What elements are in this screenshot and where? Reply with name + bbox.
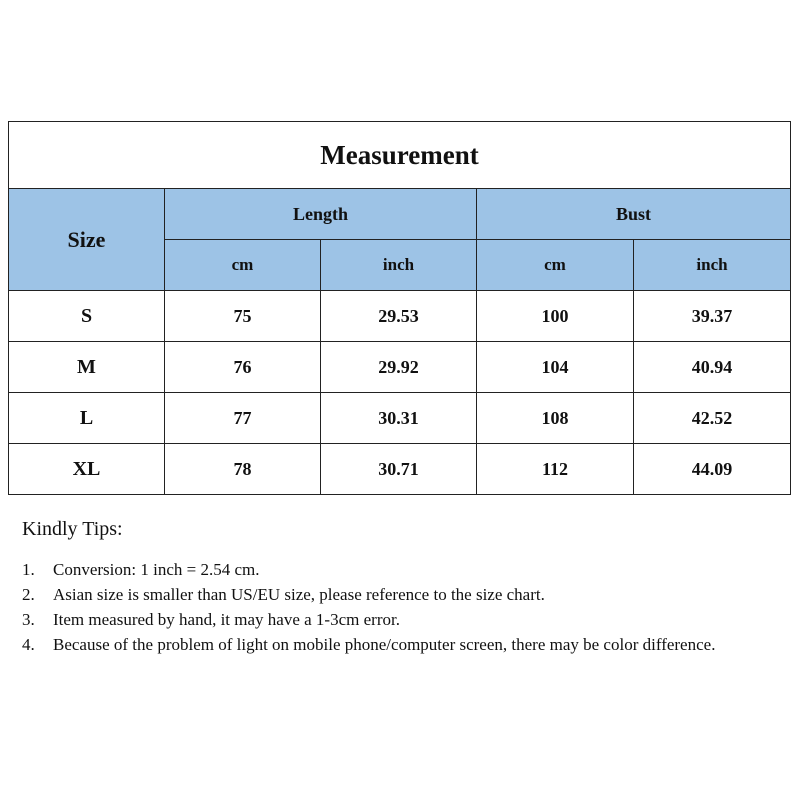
bust-cm-header: cm — [477, 240, 634, 291]
tip-text: Because of the problem of light on mobile phone/computer screen, there may be color difference. — [53, 635, 716, 654]
list-item — [22, 632, 742, 657]
bust-group-header: Bust — [477, 189, 791, 240]
table-title: Measurement — [9, 122, 791, 189]
size-cell: L — [9, 393, 165, 444]
table-row — [9, 393, 791, 444]
length-cm-cell: 75 — [165, 291, 321, 342]
list-item — [22, 607, 742, 632]
bust-cm-cell: 100 — [477, 291, 634, 342]
length-inch-cell: 30.71 — [321, 444, 477, 495]
tip-text: Conversion: 1 inch = 2.54 cm. — [53, 560, 260, 579]
size-cell: XL — [9, 444, 165, 495]
table-row — [9, 342, 791, 393]
length-cm-header: cm — [165, 240, 321, 291]
bust-cm-cell: 104 — [477, 342, 634, 393]
list-item — [22, 557, 742, 582]
list-item — [22, 582, 742, 607]
size-cell: S — [9, 291, 165, 342]
tip-number: 3. — [22, 610, 35, 629]
tip-text: Asian size is smaller than US/EU size, please reference to the size chart. — [53, 585, 545, 604]
length-cm-cell: 78 — [165, 444, 321, 495]
length-cm-cell: 77 — [165, 393, 321, 444]
tip-number: 1. — [22, 560, 35, 579]
size-chart-table — [8, 121, 791, 495]
length-inch-cell: 29.92 — [321, 342, 477, 393]
bust-cm-cell: 108 — [477, 393, 634, 444]
tips-list — [22, 557, 742, 657]
tips-title: Kindly Tips: — [22, 518, 123, 540]
length-inch-cell: 30.31 — [321, 393, 477, 444]
bust-inch-cell: 44.09 — [634, 444, 791, 495]
bust-inch-cell: 42.52 — [634, 393, 791, 444]
bust-inch-header: inch — [634, 240, 791, 291]
size-column-header: Size — [9, 189, 165, 291]
size-cell: M — [9, 342, 165, 393]
bust-cm-cell: 112 — [477, 444, 634, 495]
length-inch-header: inch — [321, 240, 477, 291]
length-group-header: Length — [165, 189, 477, 240]
length-cm-cell: 76 — [165, 342, 321, 393]
tip-number: 2. — [22, 585, 35, 604]
tip-number: 4. — [22, 635, 35, 654]
tip-text: Item measured by hand, it may have a 1-3cm error. — [53, 610, 400, 629]
bust-inch-cell: 40.94 — [634, 342, 791, 393]
table-row — [9, 291, 791, 342]
kindly-tips — [22, 518, 742, 657]
bust-inch-cell: 39.37 — [634, 291, 791, 342]
length-inch-cell: 29.53 — [321, 291, 477, 342]
table-row — [9, 444, 791, 495]
